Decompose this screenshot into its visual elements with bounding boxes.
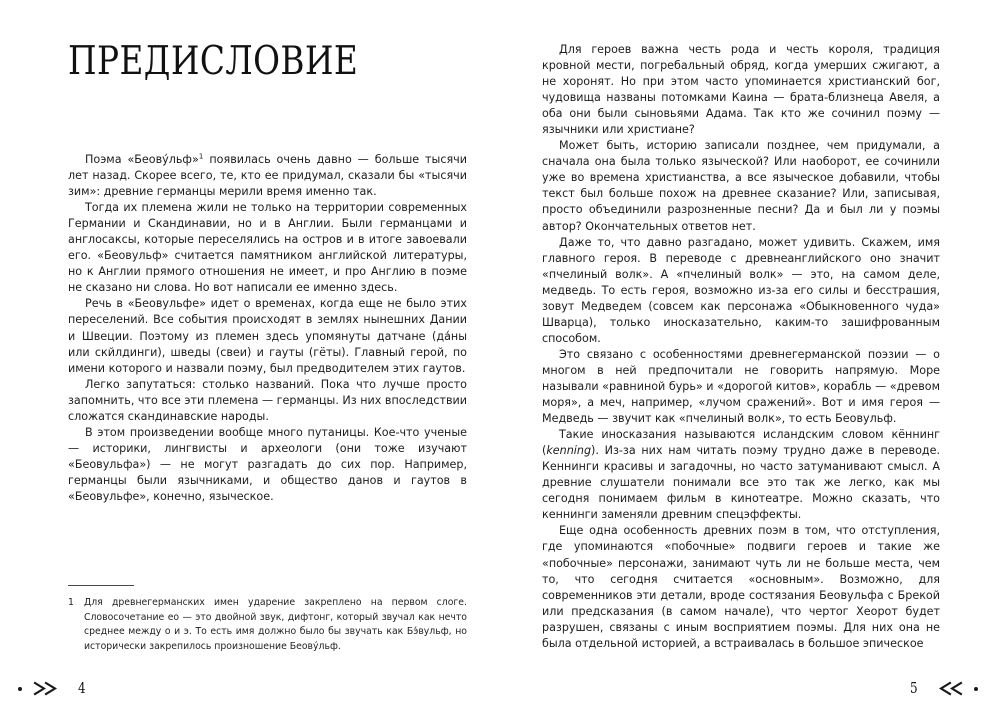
page-title: ПРЕДИСЛОВИЕ (68, 39, 359, 84)
italic-term: kenning (546, 444, 592, 458)
footer-right (909, 681, 978, 696)
body-paragraph: Даже то, что давно разгадано, может удивить. Скажем, имя главного героя. В переводе с древнеанглийского оно значит «пчелиный волк». А «пчелиный волк» — это, на самом деле, медведь. То есть героя, возможно из-за его силы и бесстрашия, зовут Медведем (совсем как персонажа «Обыкновенного чуда» Шварца), только иносказательно, каким-то зашифрованным способом. (542, 235, 940, 345)
page-right (500, 0, 1000, 712)
footnote-reference[interactable]: 1 (198, 151, 204, 161)
footnote-number: 1 (68, 597, 74, 609)
body-paragraph: В этом произведении вообще много путаницы. Кое-что ученые — историки, лингвисты и археологи (они тоже изучают «Беовульфа») — не могут разгадать до сих пор. Например, германцы были язычниками, и общество данов и гаутов в «Беовульфе», конечно, языческое. (68, 425, 467, 503)
page-number-left: 4 (77, 679, 86, 697)
bullet-dot-icon (18, 687, 22, 691)
page-number-right: 5 (910, 679, 919, 697)
body-paragraph: Тогда их племена жили не только на территории современных Германии и Скандинавии, но и в Англии. Были германцами и англосаксы, которые переселялись на остров и в итоге завоевали его. «Беовульф» считается памятником английской литературы, но к Англии прямого отношения не имеет, и про Англию в поэме не сказано ни слова. Но вот написали ее именно здесь. (68, 201, 467, 295)
footnote-text: Для древнегерманских имен ударение закреплено на первом слоге. Словосочетание ео — это двойной звук, дифтонг, который звучал как нечто среднее между о и э. То есть имя должно было бы звучать как Бэ́вульф, но исторически закрепилось произношение Беову́льф. (84, 597, 467, 652)
double-chevron-left-icon[interactable] (935, 681, 963, 696)
body-paragraph: Еще одна особенность древних поэм в том, что отступления, где упоминаются «побочные» подвиги героев и такие же «побочные» персонажи, занимают чуть ли не больше места, чем то, что сегодня считается «основным». Возможно, для современников эти детали, вроде состязания Беовульфа с Брекой или предсказания (в самом начале), что чертог Хеорот будет разрушен, связаны с иным восприятием поэмы. Для них она не была отдельной историей, а встраивалась в большое эпическое (542, 524, 940, 650)
bullet-dot-icon (974, 687, 978, 691)
left-page-body (68, 81, 467, 505)
double-chevron-right-icon[interactable] (33, 681, 61, 696)
body-paragraph: Это связано с особенностями древнегерманской поэзии — о многом в ней предпочитали не говорить напрямую. Море называли «равниной бурь» и «дорогой китов», корабль — «древом моря», а меч, например, «лучом сражений». Вот и имя героя — Медведь — звучит как «пчелиный волк», то есть Беовульф. (542, 347, 940, 426)
body-paragraph: Такие иносказания называются исландским словом кённинг (kenning). Из-за них нам читать поэму трудно даже в переводе. Кеннинги красивы и загадочны, но часто затуманивают смысл. А древние слушатели понимали все это так же легко, как мы сегодня понимаем фильм в кинотеатре. Можно сказать, что кеннинги заменяли древним спецэффекты. (542, 428, 940, 522)
right-page-body (542, 0, 940, 652)
footnote (68, 596, 467, 654)
body-paragraph: Речь в «Беовульфе» идет о временах, когда еще не было этих переселений. Все события происходят в землях нынешних Дании и Швеции. Поэтому из племен здесь упомянуты датчане (да́ны или скйлдинги), шведы (свеи) и гауты (гёты). Главный герой, по имени которого и назвали поэму, был предводителем этих гаутов. (68, 297, 467, 375)
footnote-block (68, 585, 467, 654)
body-paragraph: Поэма «Беову́льф»$^1$ появилась очень давно — больше тысячи лет назад. Скорее всего, те, кто ее придумал, сказали бы «тысячи зим»: древние германцы мерили время именно так. (68, 151, 467, 199)
body-paragraph: Легко запутаться: столько названий. Пока что лучше просто запомнить, что все эти племена — германцы. Из них впоследствии сложатся скандинавские народы. (68, 377, 468, 423)
body-paragraph: Может быть, историю записали позднее, чем придумали, а сначала она была только языческой? Или наоборот, ее сочинили уже во времена христианства, а все языческое добавили, чтобы текст был больше похож на древнее сказание? Или, записывая, просто объединили разрозненные песни? Да и был ли у поэмы автор? Окончательных ответов нет. (542, 139, 940, 233)
footer-left (18, 681, 87, 696)
footnote-separator (68, 585, 134, 586)
body-paragraph: Для героев важна честь рода и честь короля, традиция кровной мести, погребальный обряд, когда умерших сжигают, а не хоронят. Но при этом часто упоминается христианский бог, чудовища названы потомками Каина — брата-близнеца Авеля, а оба они были сыновьями Адама. Так кто же сочинил поэму — язычники или христиане? (542, 43, 940, 137)
